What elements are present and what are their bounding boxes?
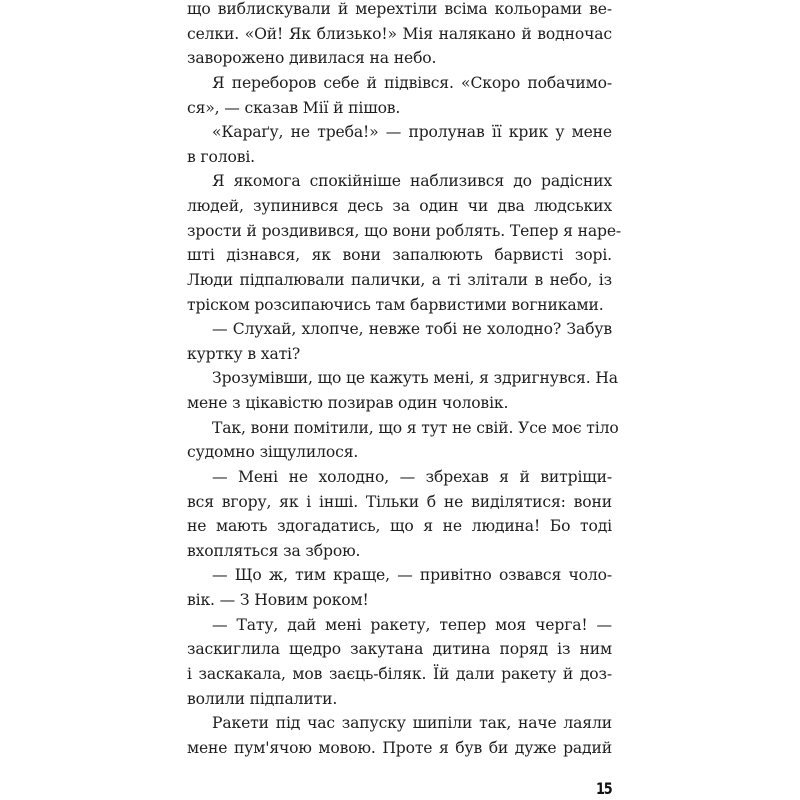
text-line: зрости й роздивився, що вони роблять. Тепер я наре- bbox=[187, 221, 622, 240]
paragraph bbox=[187, 613, 612, 712]
paragraph bbox=[187, 711, 612, 760]
text-line: людей, зупинився десь за один чи два людських bbox=[187, 197, 612, 215]
paragraph bbox=[187, 71, 612, 120]
text-line: що виблискували й мерехтіли всіма кольорами ве- bbox=[187, 0, 612, 18]
text-line: ся», — сказав Мії й пішов. bbox=[187, 98, 401, 117]
paragraph bbox=[187, 465, 612, 564]
text-line: волили підпалити. bbox=[187, 689, 338, 708]
text-line: і заскакала, мов заєць-біляк. Їй дали ракету й доз- bbox=[187, 664, 612, 683]
text-line: шті дізнався, як вони запалюють барвисті зорі. bbox=[187, 246, 612, 265]
book-page-text bbox=[187, 0, 622, 760]
text-line: — Мені не холодно, — збрехав я й витріщи- bbox=[212, 467, 612, 486]
paragraph bbox=[187, 366, 618, 415]
paragraph bbox=[187, 169, 622, 317]
text-line: Я переборов себе й підвівся. «Скоро побачимо- bbox=[212, 73, 612, 92]
paragraph bbox=[187, 416, 619, 465]
text-line: заворожено дивилася на небо. bbox=[187, 49, 437, 68]
text-line: Зрозумівши, що це кажуть мені, я здригнувся. На bbox=[212, 369, 618, 388]
paragraph bbox=[187, 317, 612, 366]
text-line: вік. — З Новим роком! bbox=[187, 591, 369, 609]
text-line: Ракети під час запуску шипіли так, наче лаяли bbox=[212, 714, 612, 733]
text-line: мене з цікавістю позирав один чоловік. bbox=[187, 394, 509, 412]
text-line: куртку в хаті? bbox=[187, 344, 301, 363]
paragraph bbox=[187, 563, 612, 612]
text-line: — Що ж, тим краще, — привітно озвався чоло- bbox=[212, 566, 612, 585]
paragraph bbox=[187, 0, 612, 71]
text-line: вся вгору, як і інші. Тільки б не виділятися: вони bbox=[187, 492, 612, 511]
text-line: в голові. bbox=[187, 147, 255, 166]
text-line: заскиглила щедро закутана дитина поряд із ним bbox=[187, 640, 612, 659]
text-line: мене пум'ячою мовою. Проте я був би дуже радий bbox=[187, 738, 612, 757]
text-line: селки. «Ой! Як близько!» Мія налякано й водночас bbox=[187, 24, 612, 43]
text-line: тріском розсипаючись там барвистими вогниками. bbox=[187, 295, 604, 314]
text-line: вхопляться за зброю. bbox=[187, 541, 361, 560]
text-line: — Слухай, хлопче, невже тобі не холодно? Забув bbox=[212, 320, 612, 339]
text-line: Я якомога спокійніше наблизився до радісних bbox=[212, 172, 612, 191]
text-line: судомно зіщулилося. bbox=[187, 443, 359, 462]
text-line: Так, вони помітили, що я тут не свій. Усе моє тіло bbox=[212, 418, 619, 437]
page-number: 15 bbox=[596, 779, 612, 798]
paragraph bbox=[187, 120, 612, 169]
text-line: Люди підпалювали палички, а ті злітали в небо, із bbox=[187, 270, 612, 289]
text-line: не мають здогадатись, що я не людина! Бо тоді bbox=[187, 517, 612, 536]
text-line: «Караґу, не треба!» — пролунав її крик у мене bbox=[212, 123, 612, 142]
text-line: — Тату, дай мені ракету, тепер моя черга! — bbox=[212, 615, 612, 634]
